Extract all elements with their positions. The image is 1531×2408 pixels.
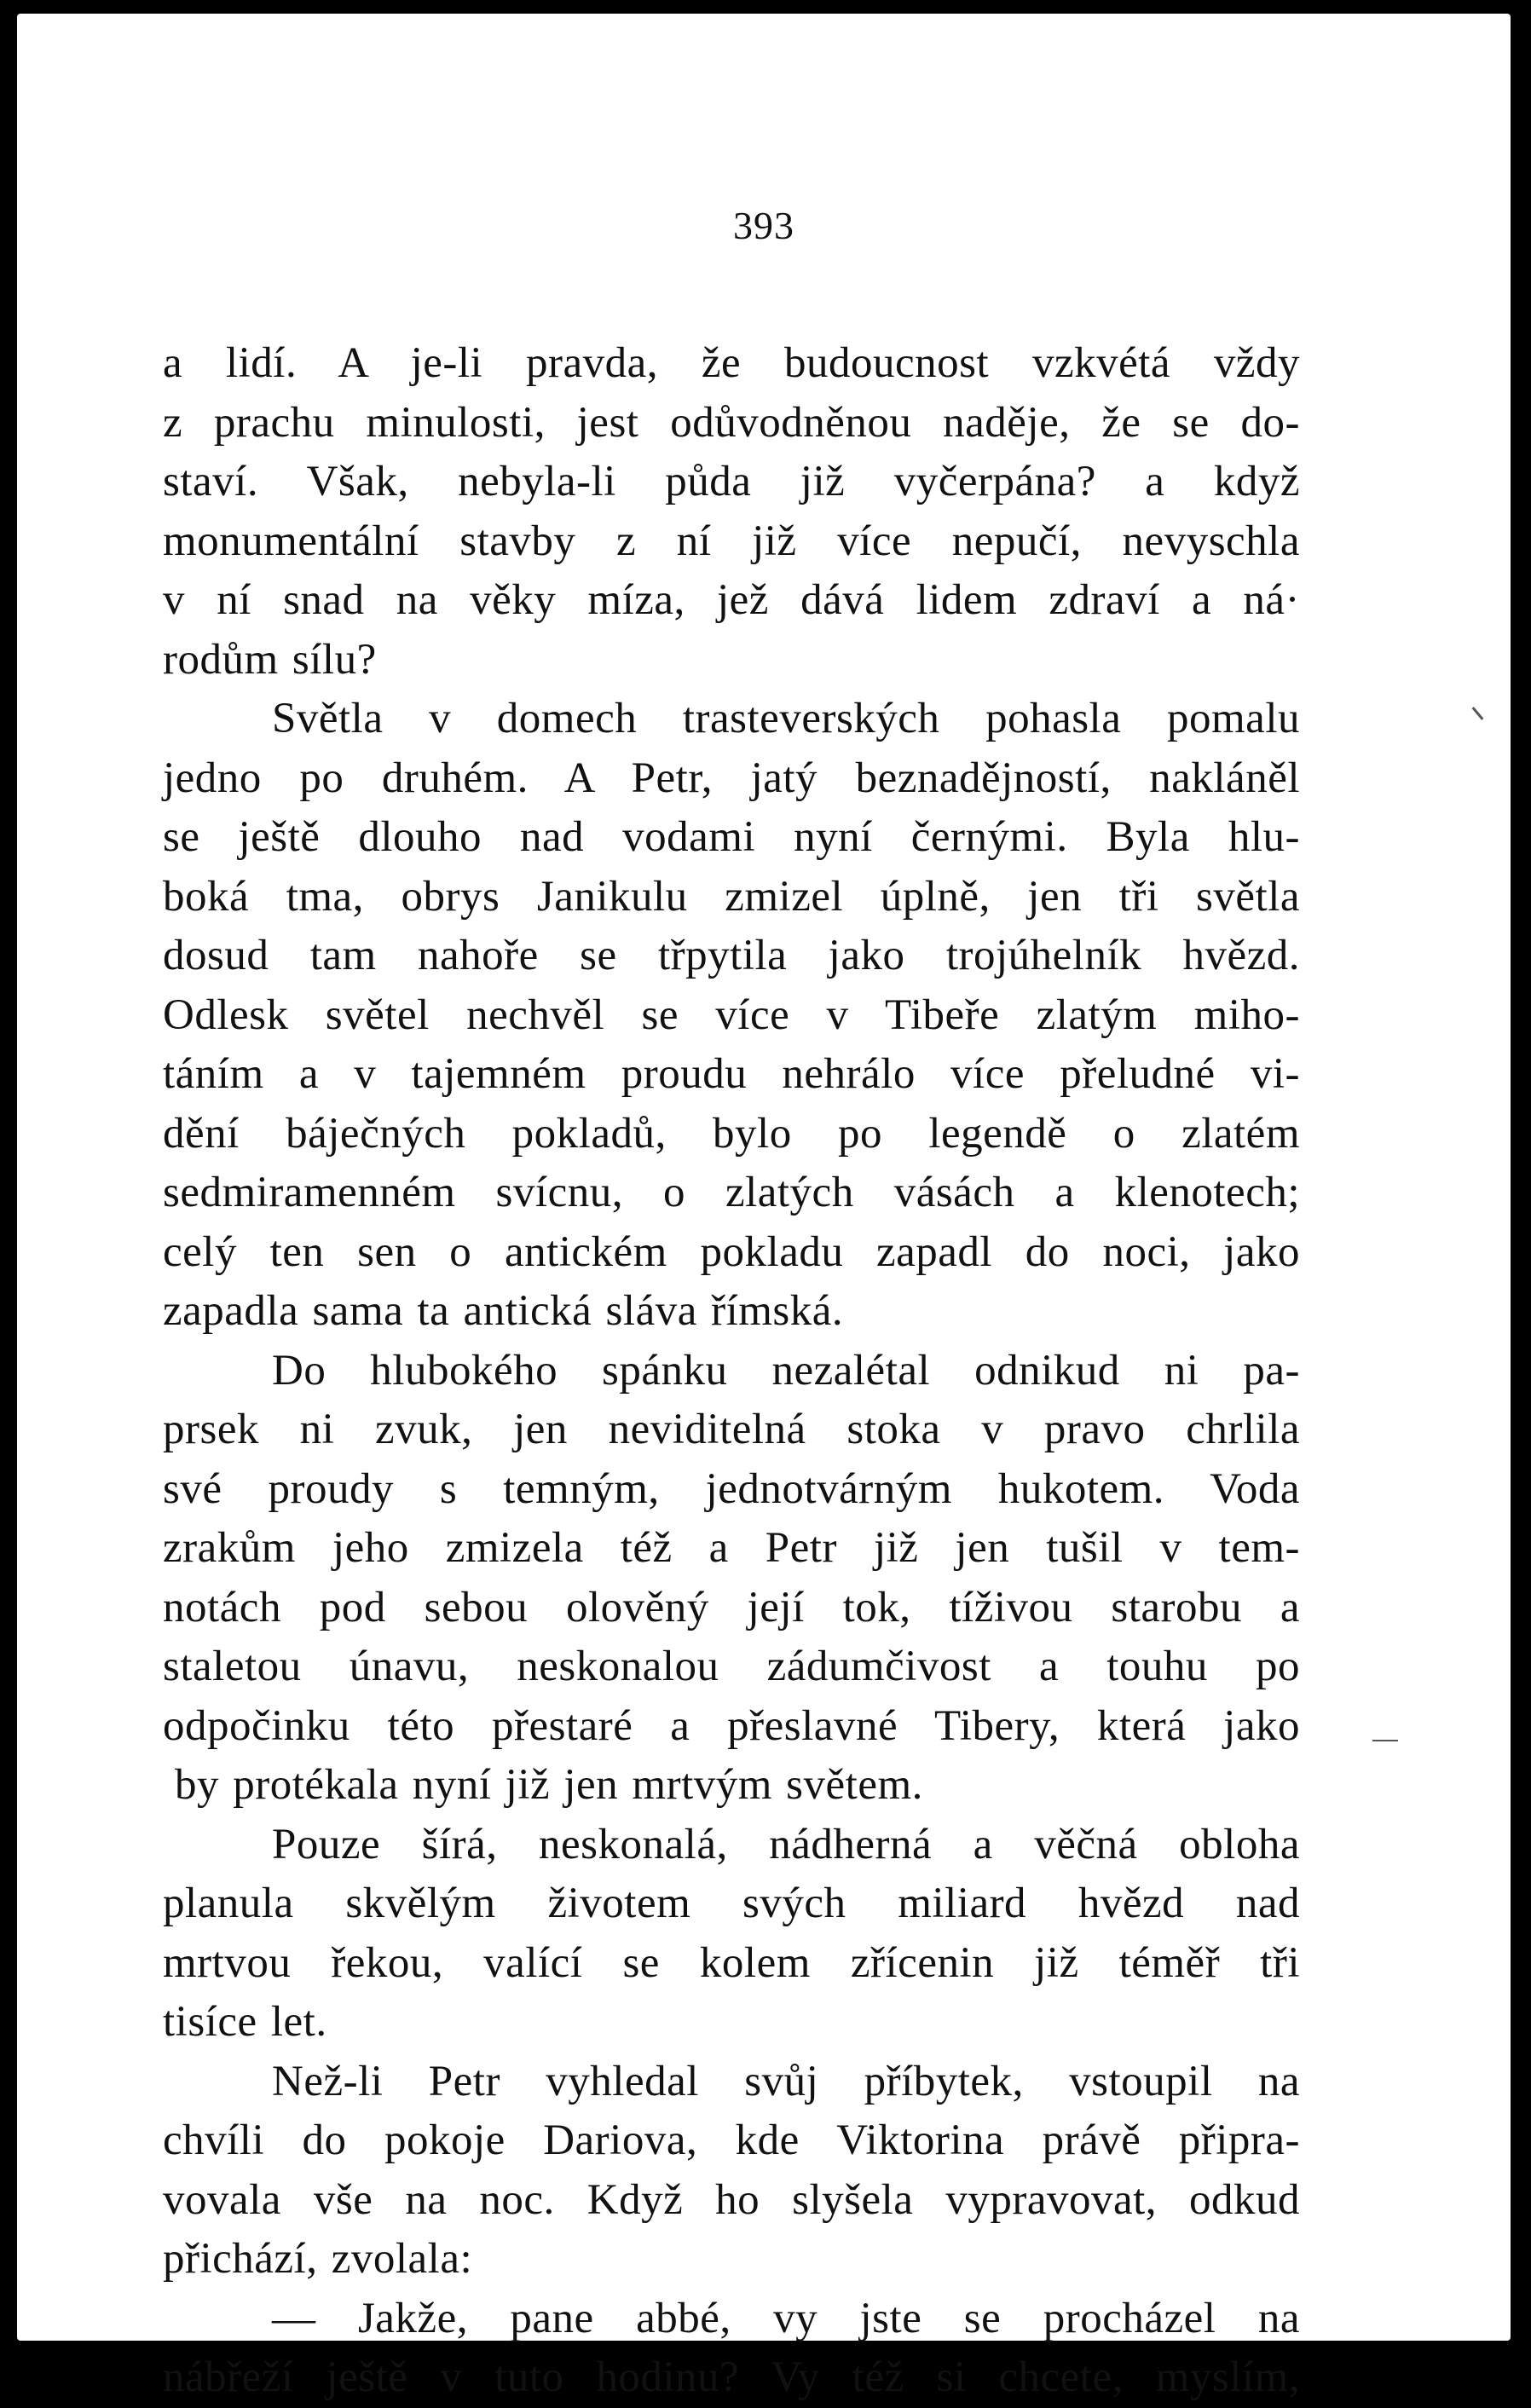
body-text xyxy=(163,334,1300,2408)
text-line: Odlesk světel nechvěl se více v Tibeře zlatým miho- xyxy=(163,990,1300,1039)
paragraph-start-line: — Jakže, pane abbé, vy jste se procházel na xyxy=(272,2294,1300,2342)
text-line: z prachu minulosti, jest odůvodněnou naděje, že se do- xyxy=(163,398,1300,447)
text-line: dění báječných pokladů, bylo po legendě o zlatém xyxy=(163,1109,1300,1158)
text-line: prsek ni zvuk, jen neviditelná stoka v pravo chrlila xyxy=(163,1406,1300,1453)
text-line: táním a v tajemném proudu nehrálo více přeludné vi- xyxy=(163,1050,1300,1098)
text-line: monumentální stavby z ní již více nepučí, nevyschla xyxy=(163,517,1300,565)
paragraph-start-line: Světla v domech trasteverských pohasla pomalu xyxy=(272,695,1300,742)
book-page xyxy=(17,14,1511,2401)
paragraph-start-line: Do hlubokého spánku nezalétal odnikud ni pa- xyxy=(272,1346,1300,1395)
text-line: planula skvělým životem svých miliard hvězd nad xyxy=(163,1880,1300,1927)
text-line: celý ten sen o antickém pokladu zapadl do noci, jako xyxy=(163,1227,1300,1276)
text-line: své proudy s temným, jednotvárným hukotem. Voda xyxy=(163,1464,1300,1513)
text-line: tisíce let. xyxy=(163,1998,327,2046)
text-line: se ještě dlouho nad vodami nyní černými. Byla hlu- xyxy=(163,813,1300,861)
text-line: boká tma, obrys Janikulu zmizel úplně, jen tři světla xyxy=(163,872,1300,921)
scan-mark xyxy=(1372,1740,1398,1741)
text-line: zapadla sama ta antická sláva římská. xyxy=(163,1287,844,1335)
text-line: nábřeží ještě v tuto hodinu? Vy též si chcete, myslím, xyxy=(163,2353,1300,2401)
paragraph-start-line: Pouze šírá, neskonalá, nádherná a věčná obloha xyxy=(272,1820,1300,1868)
text-line: zrakům jeho zmizela též a Petr již jen tušil v tem- xyxy=(163,1524,1300,1572)
text-line: dosud tam nahoře se třpytila jako trojúhelník hvězd. xyxy=(163,932,1300,979)
text-line: přichází, zvolala: xyxy=(163,2235,473,2283)
text-line: by protékala nyní již jen mrtvým světem. xyxy=(175,1761,923,1809)
text-line: staví. Však, nebyla-li půda již vyčerpána? a když xyxy=(163,458,1300,505)
text-line: a lidí. A je-li pravda, že budoucnost vzkvétá vždy xyxy=(163,339,1300,387)
text-line: jedno po druhém. A Petr, jatý beznadějností, nakláněl xyxy=(163,754,1300,802)
text-line: vovala vše na noc. Když ho slyšela vypravovat, odkud xyxy=(163,2175,1300,2224)
text-line: odpočinku této přestaré a přeslavné Tibery, která jako xyxy=(163,1701,1300,1750)
text-line: rodům sílu? xyxy=(163,635,377,684)
text-line: sedmiramenném svícnu, o zlatých vásách a klenotech; xyxy=(163,1169,1300,1216)
page-number: 393 xyxy=(733,204,794,247)
text-line: notách pod sebou olověný její tok, tíživou starobu a xyxy=(163,1583,1300,1631)
text-line: chvíli do pokoje Dariova, kde Viktorina právě připra- xyxy=(163,2116,1300,2164)
text-line: v ní snad na věky míza, jež dává lidem zdraví a ná· xyxy=(163,576,1300,624)
scan-mark xyxy=(1472,707,1484,720)
text-line: mrtvou řekou, valící se kolem zřícenin již téměř tři xyxy=(163,1938,1300,1987)
paragraph-start-line: Než-li Petr vyhledal svůj příbytek, vstoupil na xyxy=(272,2057,1300,2105)
text-line: staletou únavu, neskonalou zádumčivost a touhu po xyxy=(163,1643,1300,1690)
